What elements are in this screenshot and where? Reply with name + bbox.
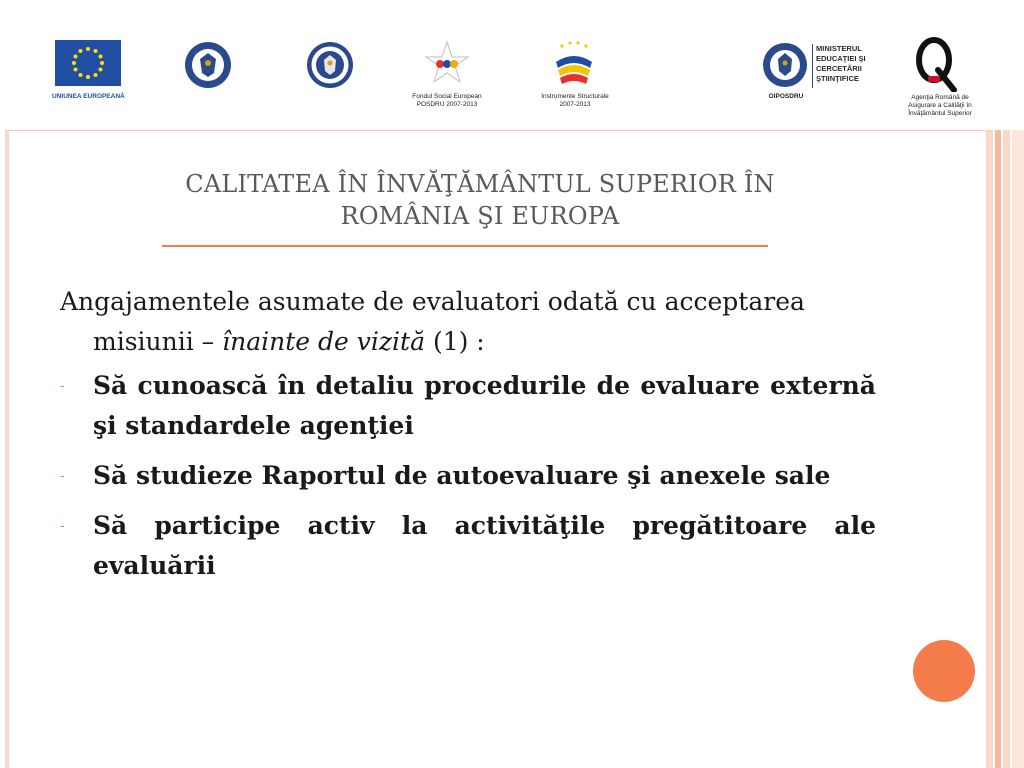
lead-text-1: Angajamentele asumate de evaluatori odată cu acceptarea misiunii – (60, 287, 805, 356)
slide-body (60, 282, 876, 596)
aracis-caption-line1: Agenţia Română de (911, 94, 969, 101)
bullet-item (60, 366, 876, 446)
slide-title-line1: CALITATEA ÎN ÎNVĂŢĂMÂNTUL SUPERIOR ÎN (185, 170, 775, 198)
bullet-dash-icon: - (60, 378, 65, 394)
slide-title-line2: ROMÂNIA ŞI EUROPA (340, 202, 620, 230)
aracis-q-icon (910, 36, 960, 92)
instrumente-caption (536, 93, 614, 109)
aracis-caption-line2: Asigurare a Calităţii în (908, 102, 972, 109)
title-underline (162, 245, 768, 247)
fse-caption-line1: Fondul Social European (412, 93, 482, 100)
oiposdru-caption: OIPOSDRU (768, 93, 804, 100)
fse-star-icon (424, 40, 470, 86)
ministerul-seal-icon (762, 42, 808, 88)
bullet-dash-icon: - (60, 468, 65, 484)
frame-top-line (8, 130, 986, 131)
guvernul-romaniei-seal-2-icon (306, 41, 354, 89)
right-frame-stripe-1 (986, 130, 993, 768)
ministerul-line1: MINISTERUL (816, 44, 862, 53)
ministerul-line3: CERCETĂRII (816, 64, 862, 73)
lead-italic: înainte de vizită (222, 327, 425, 356)
eu-caption: UNIUNEA EUROPEANĂ (52, 93, 125, 100)
decorative-orange-circle (913, 640, 975, 702)
ministerul-line4: ŞTIINŢIFICE (816, 74, 859, 83)
bullet-text: Să participe activ la activităţile pregătitoare ale evaluării (93, 511, 876, 580)
fse-caption-line2: POSDRU 2007-2013 (416, 101, 478, 108)
slide-title (100, 168, 860, 232)
right-frame-stripe-3 (1003, 130, 1010, 768)
bullet-dash-icon: - (60, 518, 65, 534)
ministerul-line2: EDUCAŢIEI ŞI (816, 54, 866, 63)
logo-strip (0, 0, 1024, 125)
bullet-item (60, 456, 876, 496)
right-frame-stripe-2 (995, 130, 1001, 768)
aracis-caption (892, 94, 988, 118)
instrumente-structurale-icon (550, 40, 598, 90)
fse-caption (408, 93, 486, 109)
bullet-item (60, 506, 876, 586)
bullet-text: Să studieze Raportul de autoevaluare şi anexele sale (93, 461, 831, 490)
aracis-caption-line3: Învăţământul Superior (908, 110, 972, 117)
left-frame-stripe (5, 130, 9, 768)
lead-text-2: (1) : (425, 327, 485, 356)
lead-paragraph (60, 282, 876, 362)
ministerul-text (812, 44, 876, 88)
instrumente-caption-line2: 2007-2013 (559, 101, 591, 108)
guvernul-romaniei-seal-icon (184, 41, 232, 89)
instrumente-caption-line1: Instrumente Structurale (541, 93, 609, 100)
bullet-text: Să cunoască în detaliu procedurile de evaluare externă şi standardele agenţiei (93, 371, 876, 440)
right-frame-stripe-4 (1012, 130, 1024, 768)
eu-flag-logo (55, 40, 121, 88)
